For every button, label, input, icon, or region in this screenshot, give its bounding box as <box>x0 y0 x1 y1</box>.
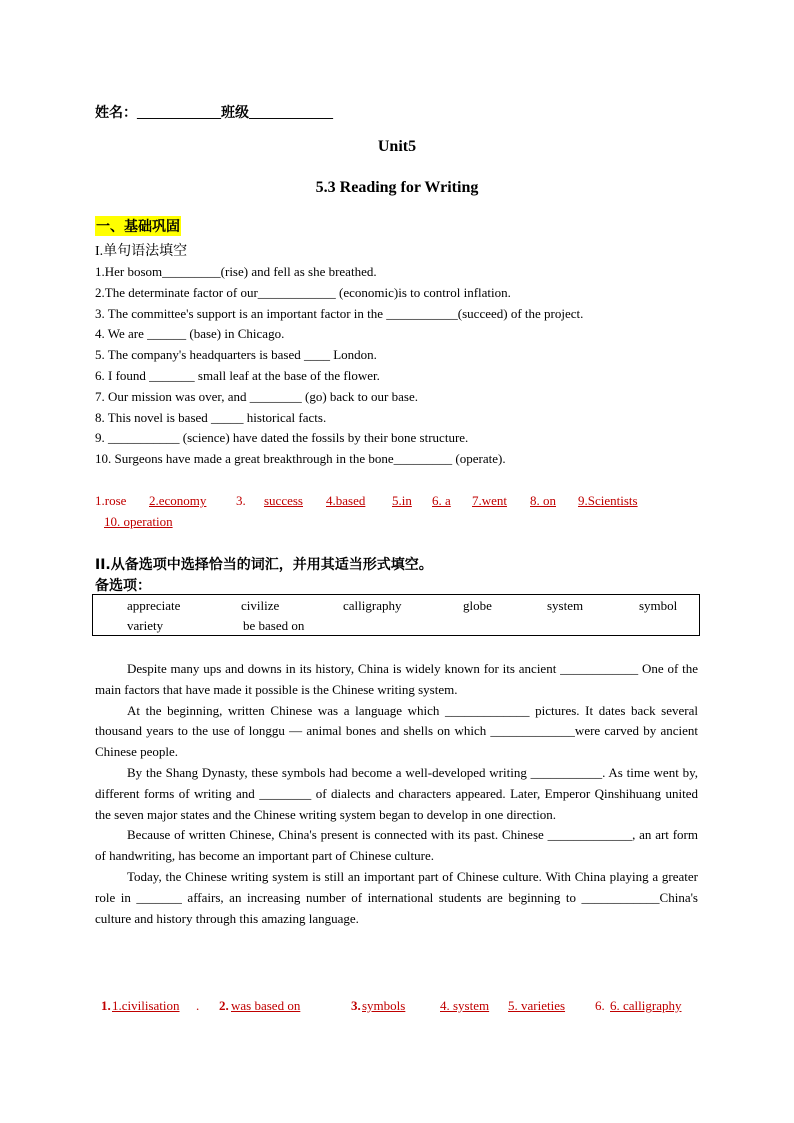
s2-answer-1-number: 1. <box>101 998 111 1013</box>
question-3: 3. The committee's support is an important factor in the ___________(succeed) of the project. <box>95 306 584 321</box>
option-civilize: civilize <box>241 598 280 613</box>
part1-heading <box>95 240 187 260</box>
passage-paragraph: Today, the Chinese writing system is still an important part of Chinese culture. With China playing a greater role in _______ affairs, an increasing number of international students are beginning to ____________China's culture and history through this amazing language. <box>95 868 698 926</box>
section-heading-basics: 一、基础巩固 <box>95 216 181 236</box>
student-info-line <box>95 102 333 122</box>
answer-8: 8. on <box>530 493 556 508</box>
passage-paragraph: At the beginning, written Chinese was a language which _____________ pictures. It dates back several thousand years to the use of longgu — animal bones and shells on which _____________were carved by ancient Chinese people. <box>95 702 698 760</box>
answer-2: 2.economy <box>149 493 207 508</box>
options-box <box>92 594 700 636</box>
answer-4: 4.based <box>326 493 366 508</box>
s2-answer-3-number: 3. <box>351 998 361 1013</box>
s2-answer-3: symbols <box>362 998 406 1013</box>
question-5: 5. The company's headquarters is based ____ London. <box>95 347 377 362</box>
s2-answer-1: 1.civilisation <box>112 998 180 1013</box>
class-blank: ____________ <box>249 106 333 121</box>
answer-3: success <box>264 493 303 508</box>
question-1: 1.Her bosom_________(rise) and fell as she breathed. <box>95 264 377 279</box>
question-10: 10. Surgeons have made a great breakthrough in the bone_________ (operate). <box>95 451 506 466</box>
question-4: 4. We are ______ (base) in Chicago. <box>95 326 285 341</box>
name-blank: ____________ <box>137 106 221 121</box>
passage <box>95 659 698 929</box>
part1-heading-text: I.单句语法填空 <box>95 244 188 259</box>
unit-title: Unit5 <box>377 138 417 155</box>
s2-answer-2: was based on <box>231 998 301 1013</box>
s2-answer-6: 6. calligraphy <box>610 998 682 1013</box>
option-system: system <box>547 598 584 613</box>
answer-6: 6. a <box>432 493 451 508</box>
s2-answer-6-number: 6. <box>595 998 605 1013</box>
option-be-based-on: be based on <box>243 618 305 633</box>
passage-paragraph: By the Shang Dynasty, these symbols had become a well-developed writing ___________. As time went by, different forms of writing and ________ of dialects and characters appeared. Later, Emperor Qinshihuang united the seven major states and the Chinese writing system began to develop in one direction. <box>95 764 698 822</box>
s2-answer-1-dot: . <box>196 998 200 1013</box>
answer-7: 7.went <box>472 493 508 508</box>
s2-answer-2-number: 2. <box>219 998 229 1013</box>
passage-paragraph: Because of written Chinese, China's present is connected with its past. Chinese _____________, an art form of handwriting, has become an important part of Chinese culture. <box>95 827 698 864</box>
option-globe: globe <box>463 598 492 613</box>
lesson-title: 5.3 Reading for Writing <box>315 179 479 196</box>
passage-paragraph: Despite many ups and downs in its history, China is widely known for its ancient ____________ One of the main factors that have made it possible is the Chinese writing system. <box>95 661 698 697</box>
answer-3-number: 3. <box>236 493 246 508</box>
option-symbol: symbol <box>639 598 678 613</box>
option-appreciate: appreciate <box>127 598 181 613</box>
class-label: 班级 <box>221 105 249 121</box>
options-label: 备选项： <box>95 578 151 594</box>
section2-heading: II.从备选项中选择恰当的词汇，并用其适当形式填空。 <box>95 557 433 573</box>
answer-9: 9.Scientists <box>578 493 638 508</box>
s2-answer-4: 4. system <box>440 998 490 1013</box>
question-8: 8. This novel is based _____ historical facts. <box>95 410 327 425</box>
name-label: 姓名： <box>95 105 137 121</box>
question-2: 2.The determinate factor of our____________ (economic)is to control inflation. <box>95 285 511 300</box>
question-9: 9. ___________ (science) have dated the fossils by their bone structure. <box>95 430 469 445</box>
s2-answer-5: 5. varieties <box>508 998 566 1013</box>
question-6: 6. I found _______ small leaf at the base of the flower. <box>95 368 380 383</box>
answer-10: 10. operation <box>104 514 173 529</box>
option-calligraphy: calligraphy <box>343 598 402 613</box>
answer-1: 1.rose <box>95 493 127 508</box>
question-7: 7. Our mission was over, and ________ (go) back to our base. <box>95 389 418 404</box>
option-variety: variety <box>127 618 164 633</box>
answer-5: 5.in <box>392 493 412 508</box>
